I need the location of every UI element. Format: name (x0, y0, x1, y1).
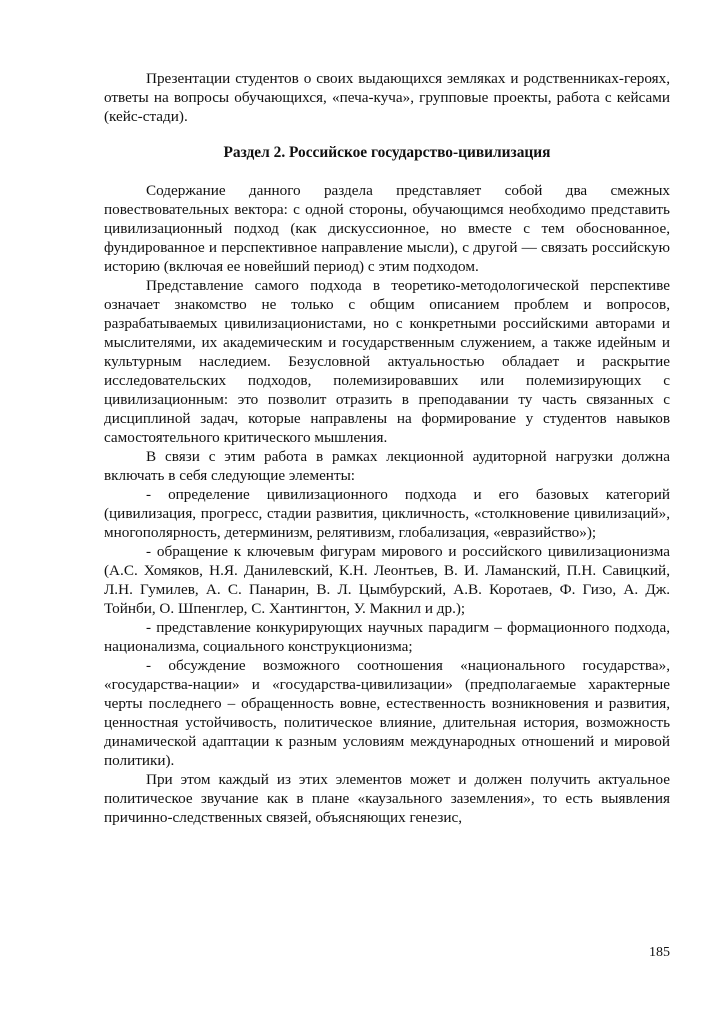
list-item: - представление конкурирующих научных парадигм – формационного подхода, национализма, социального конструкционизма; (104, 619, 670, 655)
list-item: - определение цивилизационного подхода и его базовых категорий (цивилизация, прогресс, стадии развития, цикличность, «столкновение цивилизаций», многополярность, детерминизм, релятивизм, глобализация, «евразийство»); (104, 486, 670, 541)
section-heading: Раздел 2. Российское государство-цивилизация (223, 144, 551, 161)
list-item: - обращение к ключевым фигурам мирового и российского цивилизационизма (А.С. Хомяков, Н.Я. Данилевский, К.Н. Леонтьев, В. И. Ламанский, П.Н. Савицкий, Л.Н. Гумилев, А. С. Панарин, В. Л. Цымбурский, А.В. Коротаев, Ф. Гизо, А. Дж. Тойнби, О. Шпенглер, С. Хантингтон, У. Макнил и др.); (104, 543, 670, 617)
page-content (104, 69, 670, 827)
paragraph-closing: При этом каждый из этих элементов может и должен получить актуальное политическое звучание как в плане «каузального заземления», то есть выявления причинно-следственных связей, объясняющих генезис, (104, 771, 670, 826)
paragraph-presentations: Презентации студентов о своих выдающихся земляках и родственниках-героях, ответы на вопросы обучающихся, «печа-куча», групповые проекты, работа с кейсами (кейс-стади). (104, 70, 670, 125)
paragraph-approach: Представление самого подхода в теоретико-методологической перспективе означает знакомство не только с общим описанием проблем и вопросов, разрабатываемых цивилизационистами, но с конкретными российскими авторами и мыслителями, их академическим и государственным служением, а также идейным и культурным наследием. Безусловной актуальностью обладает и раскрытие исследовательских подходов, полемизировавших или полемизирующих с цивилизационным: это позволит отразить в преподавании ту часть связанных с дисциплиной задач, которые направлены на формирование у студентов навыков самостоятельного критического мышления. (104, 277, 670, 446)
paragraph-lecture-elements: В связи с этим работа в рамках лекционной аудиторной нагрузки должна включать в себя следующие элементы: (104, 448, 670, 484)
paragraph-section-content: Содержание данного раздела представляет собой два смежных повествовательных вектора: с одной стороны, обучающимся необходимо представить цивилизационный подход (как дискуссионное, но вместе с тем обоснованное, фундированное и перспективное направление мысли), с другой — связать российскую историю (включая ее новейший период) с этим подходом. (104, 182, 670, 275)
page-number: 185 (649, 945, 670, 960)
list-item: - обсуждение возможного соотношения «национального государства», «государства-нации» и «государства-цивилизации» (предполагаемые характерные черты последнего – обращенность вовне, естественность возникновения и развития, ценностная устойчивость, политическое влияние, длительная история, возможность динамической адаптации к разным условиям международных отношений и мировой политики). (104, 657, 670, 769)
